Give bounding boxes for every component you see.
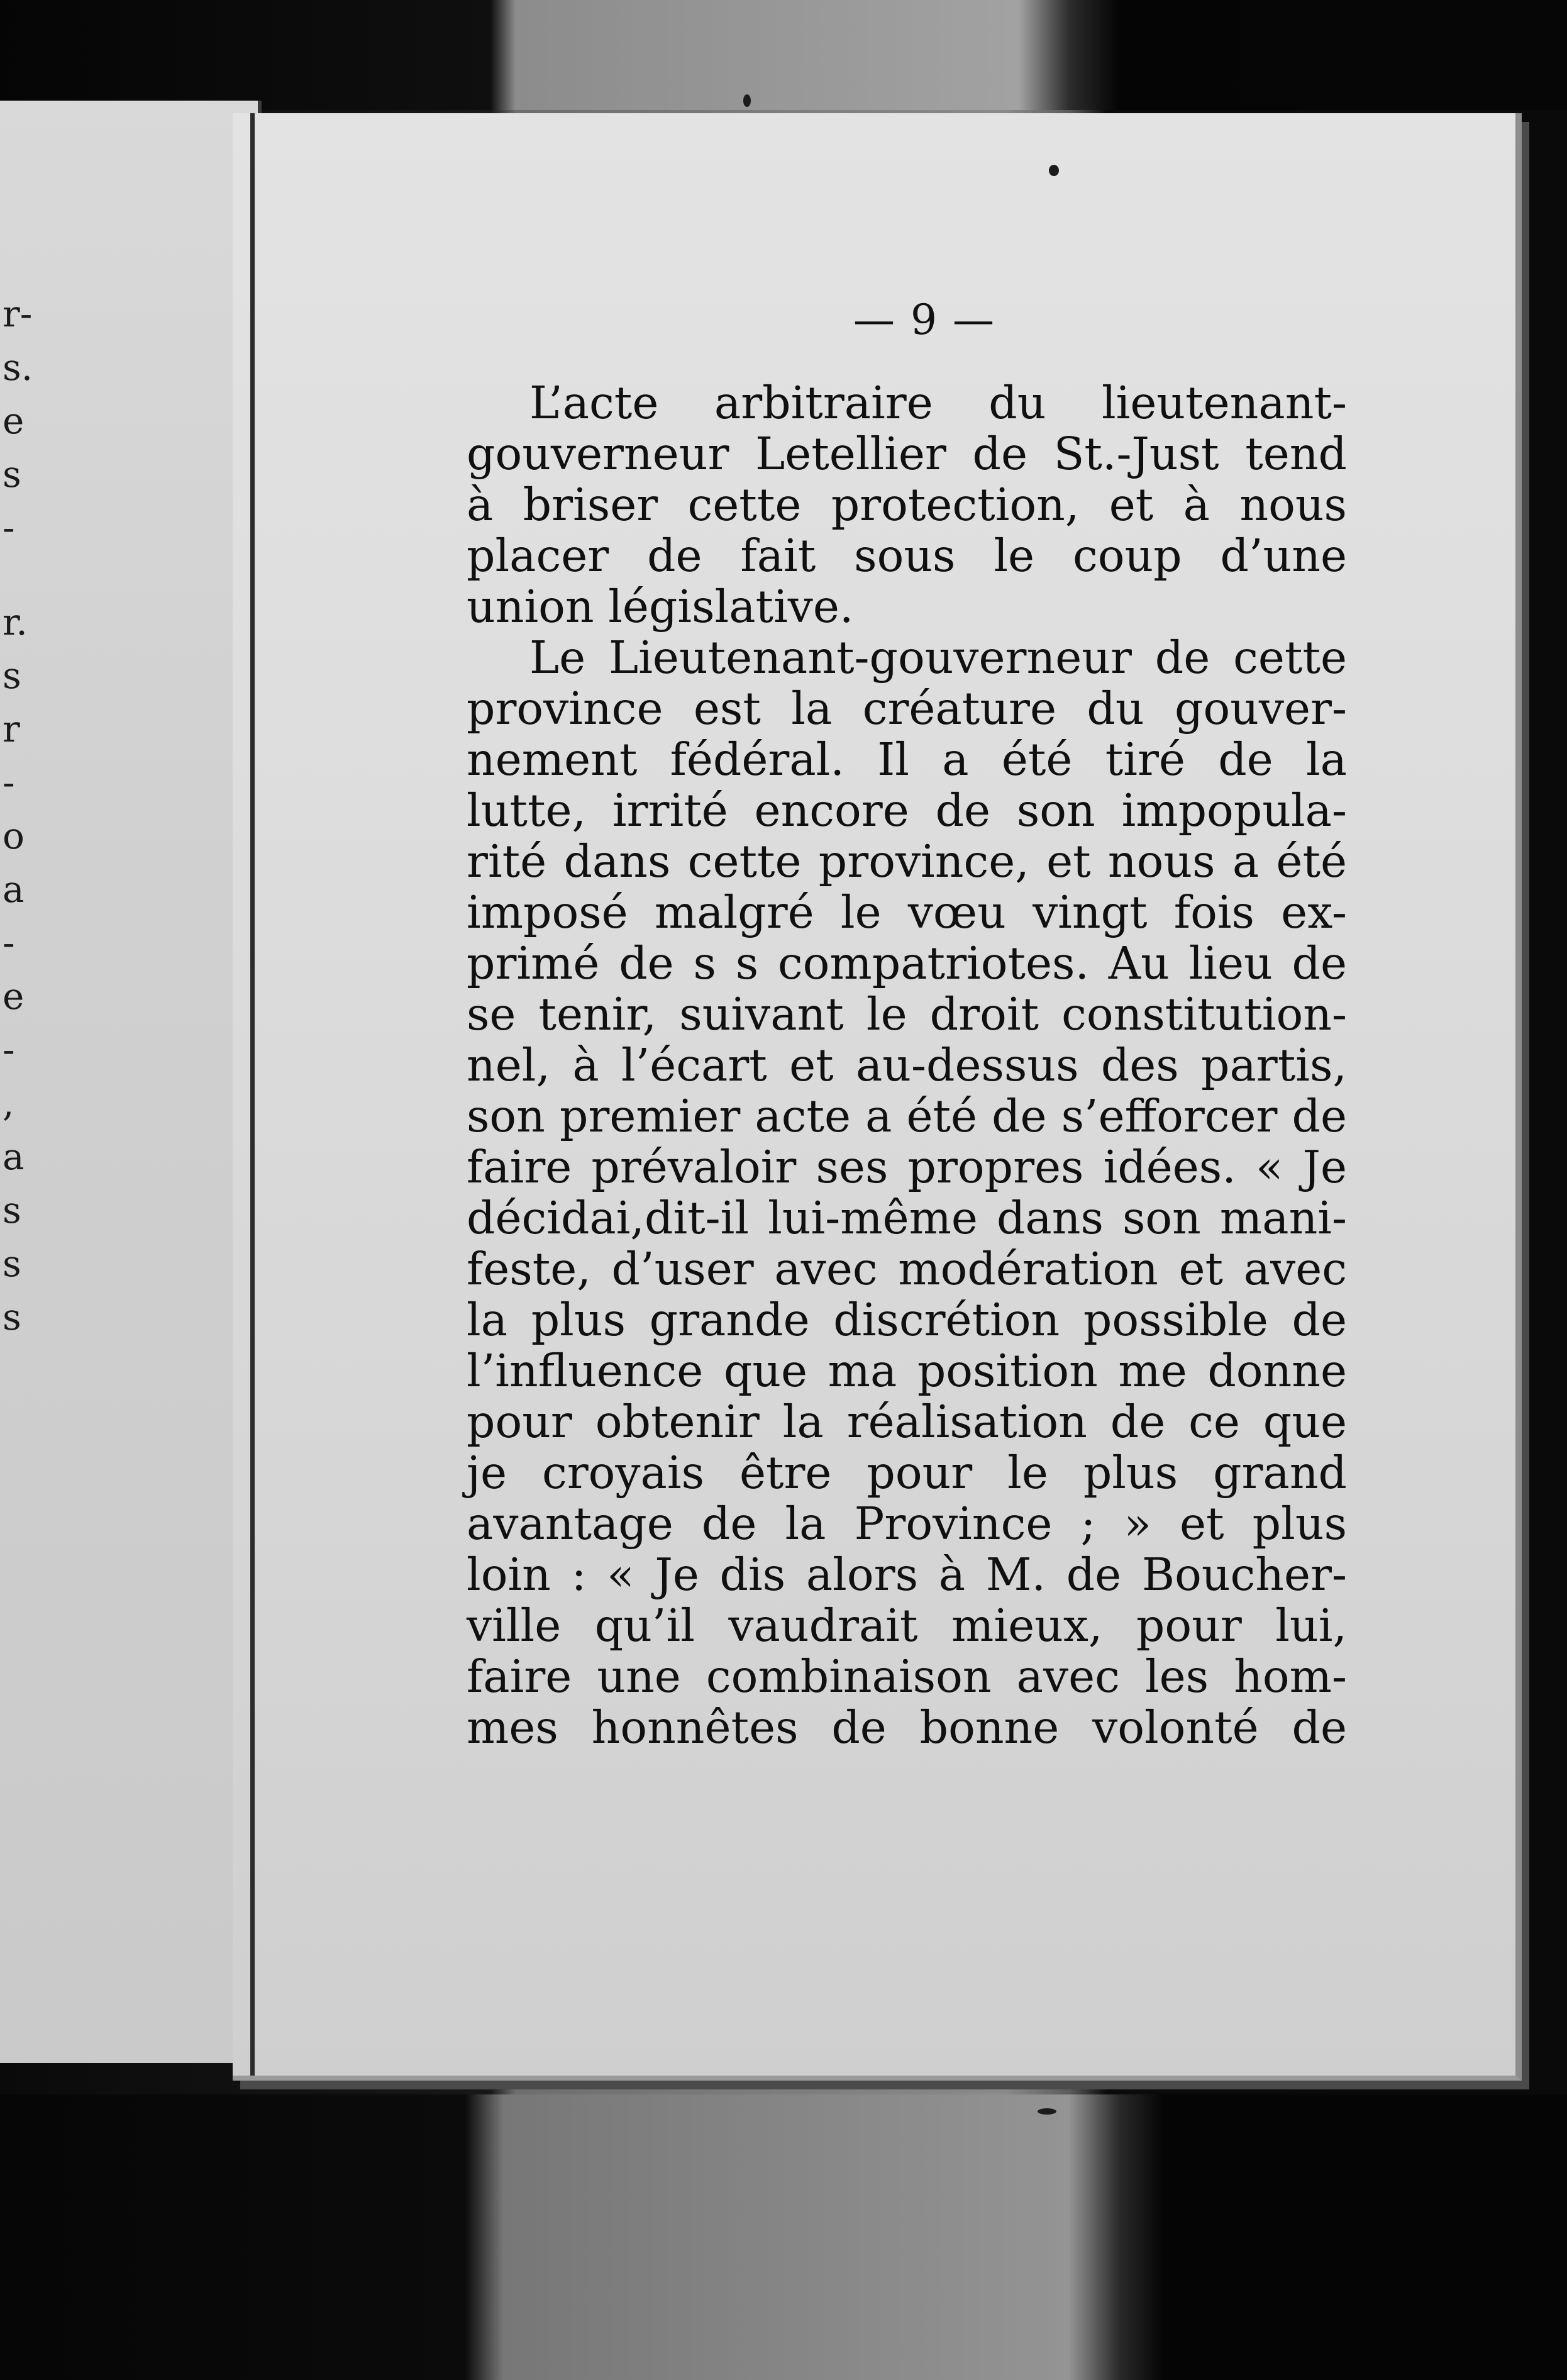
- cut-off-text-fragment: s: [3, 1242, 21, 1285]
- cut-off-text-fragment: e: [3, 399, 25, 442]
- cut-off-text-fragment: a: [3, 868, 25, 911]
- cut-off-text-fragment: e: [3, 975, 25, 1018]
- cut-off-text-fragment: s: [3, 1189, 21, 1232]
- cut-off-text-fragment: r: [3, 708, 20, 750]
- cut-off-text-fragment: s: [3, 1296, 21, 1338]
- text-line: loin : « Je dis alors à M. de Boucher-: [467, 1549, 1347, 1601]
- text-line: l’influence que ma position me donne: [467, 1345, 1347, 1397]
- cut-off-text-fragment: -: [3, 921, 15, 964]
- text-line: union législative.: [467, 581, 854, 633]
- dust-speck: [743, 94, 751, 107]
- text-line: nel, à l’écart et au-dessus des partis,: [467, 1039, 1347, 1091]
- text-line: gouverneur Letellier de St.-Just tend: [467, 428, 1347, 480]
- cut-off-text-fragment: o: [3, 815, 25, 857]
- text-line: se tenir, suivant le droit constitution-: [467, 988, 1347, 1040]
- scanner-top-edge: [0, 0, 1567, 110]
- text-line: pour obtenir la réalisation de ce que: [467, 1396, 1347, 1448]
- dust-speck: [1038, 2108, 1056, 2115]
- text-line: avantage de la Province ; » et plus: [467, 1498, 1347, 1550]
- text-line: décidai,dit-il lui-même dans son mani-: [467, 1192, 1347, 1244]
- text-line: faire une combinaison avec les hom-: [467, 1650, 1347, 1703]
- text-line: son premier acte a été de s’efforcer de: [467, 1090, 1347, 1142]
- cut-off-text-fragment: a: [3, 1135, 25, 1178]
- text-line: à briser cette protection, et à nous: [467, 479, 1347, 531]
- body-text: [467, 377, 1347, 1753]
- page-number: — 9 —: [853, 296, 995, 344]
- scanner-bottom-edge: [0, 2094, 1567, 2380]
- cut-off-text-fragment: s: [3, 654, 21, 697]
- cut-off-text-fragment: s.: [3, 346, 33, 389]
- cut-off-text-fragment: r.: [3, 601, 28, 643]
- cut-off-text-fragment: -: [3, 506, 15, 549]
- text-line: imposé malgré le vœu vingt fois ex-: [467, 886, 1347, 938]
- previous-page-edge: [0, 101, 262, 2063]
- page-gutter: [250, 113, 255, 2076]
- text-line: rité dans cette province, et nous a été: [467, 835, 1347, 887]
- cut-off-text-fragment: s: [3, 453, 21, 496]
- text-line: ville qu’il vaudrait mieux, pour lui,: [467, 1599, 1347, 1652]
- cut-off-text-fragment: -: [3, 761, 15, 804]
- text-line: province est la créature du gouver-: [467, 682, 1347, 735]
- text-line: la plus grande discrétion possible de: [467, 1294, 1347, 1346]
- text-line: faire prévaloir ses propres idées. « Je: [467, 1141, 1347, 1193]
- text-line: Le Lieutenant-gouverneur de cette: [529, 631, 1347, 684]
- cut-off-text-fragment: -: [3, 1028, 15, 1071]
- text-line: placer de fait sous le coup d’une: [467, 530, 1347, 582]
- cut-off-text-fragment: ,: [3, 1082, 14, 1125]
- text-line: nement fédéral. Il a été tiré de la: [467, 733, 1347, 786]
- text-line: primé de s s compatriotes. Au lieu de: [467, 937, 1347, 989]
- text-line: lutte, irrité encore de son impopula-: [467, 784, 1347, 837]
- cut-off-text-fragment: r-: [3, 292, 33, 335]
- text-line: feste, d’user avec modération et avec: [467, 1243, 1347, 1295]
- text-line: L’acte arbitraire du lieutenant-: [529, 377, 1347, 429]
- text-line: je croyais être pour le plus grand: [467, 1447, 1347, 1499]
- dust-speck: [1049, 165, 1059, 176]
- text-line: mes honnêtes de bonne volonté de: [467, 1701, 1347, 1754]
